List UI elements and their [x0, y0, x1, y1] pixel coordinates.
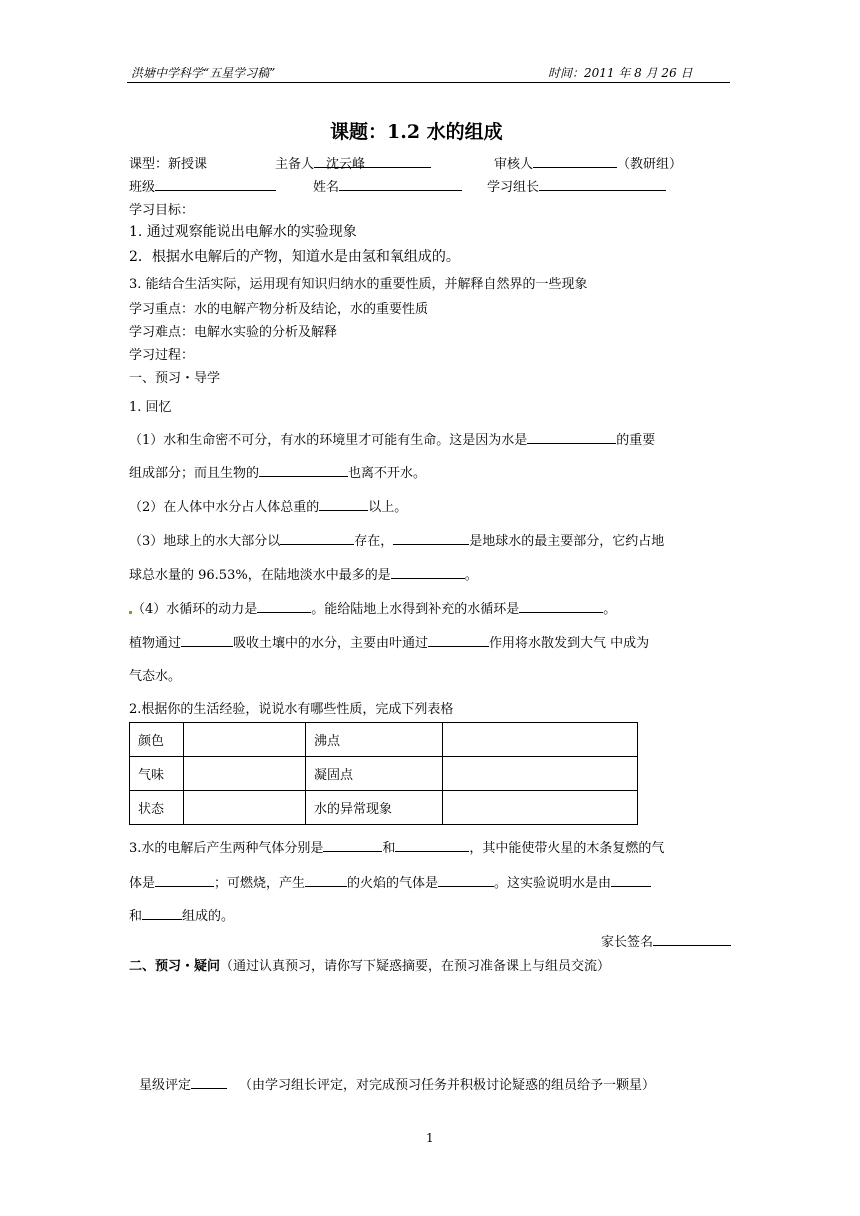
electro-blank-3[interactable]: [155, 872, 214, 887]
table-cell: 凝固点: [306, 757, 443, 791]
page-title: 课题：1.2 水的组成: [330, 121, 503, 143]
table-row: [130, 791, 638, 825]
table-answer-cell[interactable]: [184, 791, 306, 825]
electro-blank-4[interactable]: [305, 872, 347, 887]
q3-text-b: 存在，: [354, 534, 394, 549]
q1-text-b: 的重要: [616, 433, 656, 448]
q3-text-e: 。: [464, 568, 478, 583]
electro-text-g: 。这实验说明水是由: [494, 876, 612, 891]
lesson-type: 课型：新授课: [129, 157, 208, 172]
table-cell: 颜色: [130, 723, 184, 757]
author-name: 沈云峰: [326, 157, 366, 172]
process-heading: 学习过程：: [129, 348, 195, 363]
reviewer-blank[interactable]: [533, 153, 617, 168]
electro-text-c: ，其中能使带火星的木条复燃的气: [469, 841, 665, 856]
plant-blank-1[interactable]: [181, 632, 233, 647]
author-field: [275, 153, 431, 172]
rating-line: [139, 1074, 655, 1093]
goal-item-2: 2．根据水电解后的产物，知道水是由氢和氧组成的。: [129, 249, 460, 265]
plant-text-c: 作用将水散发到大气 中成为: [489, 636, 650, 651]
leader-blank[interactable]: [539, 176, 666, 191]
table-answer-cell[interactable]: [184, 757, 306, 791]
table-intro: 2.根据你的生活经验，说说水有哪些性质，完成下列表格: [129, 702, 454, 717]
electro-line-1: [129, 837, 664, 856]
goal-item-3: 3. 能结合生活实际，运用现有知识归纳水的重要性质，并解释自然界的一些现象: [129, 277, 588, 292]
section-1-heading: 一、预习・导学: [129, 371, 221, 386]
author-value[interactable]: [314, 153, 431, 172]
recall-heading: 1. 回忆: [129, 400, 172, 415]
q4-blank-1[interactable]: [257, 598, 311, 613]
difficulty: 学习难点：电解水实验的分析及解释: [129, 325, 338, 340]
rating-label: 星级评定: [139, 1078, 192, 1093]
reviewer-suffix: （教研组）: [617, 157, 683, 172]
parent-sign-blank[interactable]: [653, 931, 731, 946]
parent-sign-label: 家长签名: [601, 935, 654, 950]
q1-line-1: [129, 429, 655, 448]
electro-text-d: 体是: [129, 876, 156, 891]
plant-text-a: 植物通过: [129, 636, 182, 651]
section-2-note: （通过认真预习，请你写下疑惑摘要，在预习准备课上与组员交流）: [220, 959, 611, 974]
q3-line-2: [129, 564, 478, 583]
q2-line: [129, 496, 407, 515]
electro-text-a: 3.水的电解后产生两种气体分别是: [129, 841, 324, 856]
properties-table: [129, 722, 638, 825]
rating-blank[interactable]: [191, 1074, 227, 1089]
table-answer-cell[interactable]: [184, 723, 306, 757]
table-answer-cell[interactable]: [443, 791, 638, 825]
section-2-title: 二、预习・疑问: [129, 959, 221, 974]
author-label: 主备人: [275, 157, 315, 172]
goal-item-1: 1. 通过观察能说出电解水的实验现象: [129, 224, 357, 240]
electro-line-3: [129, 905, 234, 924]
parent-signature: [601, 931, 731, 950]
q4-text-a: （4）水循环的动力是: [132, 602, 258, 617]
name-field: [313, 176, 462, 195]
q4-text-b: 。能给陆地上水得到补充的水循环是: [311, 602, 520, 617]
q1-line-2: [129, 462, 426, 481]
table-answer-cell[interactable]: [443, 757, 638, 791]
electro-text-e: ；可燃烧，产生: [214, 876, 306, 891]
key-point: 学习重点：水的电解产物分析及结论，水的重要性质: [129, 302, 429, 317]
q4-text-c: 。: [603, 602, 617, 617]
table-row: [130, 723, 638, 757]
class-field: [129, 176, 276, 195]
q3-text-c: 是地球水的最主要部分，它约占地: [469, 534, 665, 549]
table-cell: 状态: [130, 791, 184, 825]
q2-text-a: （2）在人体中水分占人体总重的: [129, 500, 320, 515]
q3-blank-2[interactable]: [393, 530, 469, 545]
page-number: 1: [426, 1131, 434, 1145]
q2-text-b: 以上。: [368, 500, 408, 515]
q1-text-c: 组成部分；而且生物的: [129, 466, 260, 481]
electro-text-h: 和: [129, 909, 143, 924]
header-left: 洪塘中学科学“五星学习稿”: [131, 66, 276, 80]
reviewer-label: 审核人: [494, 157, 534, 172]
meta-line-1: [129, 153, 207, 172]
header-date: 时间：2011 年 8 月 26 日: [548, 66, 693, 80]
electro-blank-5[interactable]: [438, 872, 494, 887]
electro-blank-6[interactable]: [611, 872, 651, 887]
q3-text-d: 球总水量的 96.53%，在陆地淡水中最多的是: [129, 568, 391, 583]
q4-line: [132, 598, 616, 617]
table-cell: 水的异常现象: [306, 791, 443, 825]
q1-blank-1[interactable]: [527, 429, 616, 444]
q3-blank-3[interactable]: [391, 564, 465, 579]
electro-blank-7[interactable]: [142, 905, 182, 920]
q3-blank-1[interactable]: [280, 530, 354, 545]
rating-note: （由学习组长评定，对完成预习任务并积极讨论疑惑的组员给予一颗星）: [239, 1078, 656, 1093]
electro-blank-2[interactable]: [395, 837, 469, 852]
leader-field: [487, 176, 666, 195]
q1-blank-2[interactable]: [259, 462, 348, 477]
plant-line-2: 气态水。: [129, 669, 182, 684]
table-cell: 沸点: [306, 723, 443, 757]
plant-text-b: 吸收土壤中的水分，主要由叶通过: [233, 636, 429, 651]
leader-label: 学习组长: [487, 180, 540, 195]
q1-text-d: 也离不开水。: [348, 466, 427, 481]
q1-text-a: （1）水和生命密不可分，有水的环境里才可能有生命。这是因为水是: [129, 433, 528, 448]
electro-text-i: 组成的。: [182, 909, 235, 924]
table-row: [130, 757, 638, 791]
q3-line-1: [129, 530, 664, 549]
name-label: 姓名: [313, 180, 340, 195]
electro-blank-1[interactable]: [323, 837, 382, 852]
plant-line-1: [129, 632, 649, 651]
q3-text-a: （3）地球上的水大部分以: [129, 534, 281, 549]
electro-line-2: [129, 872, 651, 891]
name-blank[interactable]: [339, 176, 462, 191]
table-answer-cell[interactable]: [443, 723, 638, 757]
q2-blank[interactable]: [319, 496, 368, 511]
electro-text-b: 和: [382, 841, 396, 856]
electro-text-f: 的火焰的气体是: [347, 876, 439, 891]
reviewer-field: [494, 153, 682, 172]
class-label: 班级: [129, 180, 156, 195]
table-cell: 气味: [130, 757, 184, 791]
plant-blank-2[interactable]: [428, 632, 489, 647]
goals-heading: 学习目标：: [129, 203, 195, 218]
class-blank[interactable]: [155, 176, 276, 191]
header-rule: [127, 82, 730, 83]
section-2-heading: [129, 955, 610, 974]
q4-blank-2[interactable]: [519, 598, 603, 613]
